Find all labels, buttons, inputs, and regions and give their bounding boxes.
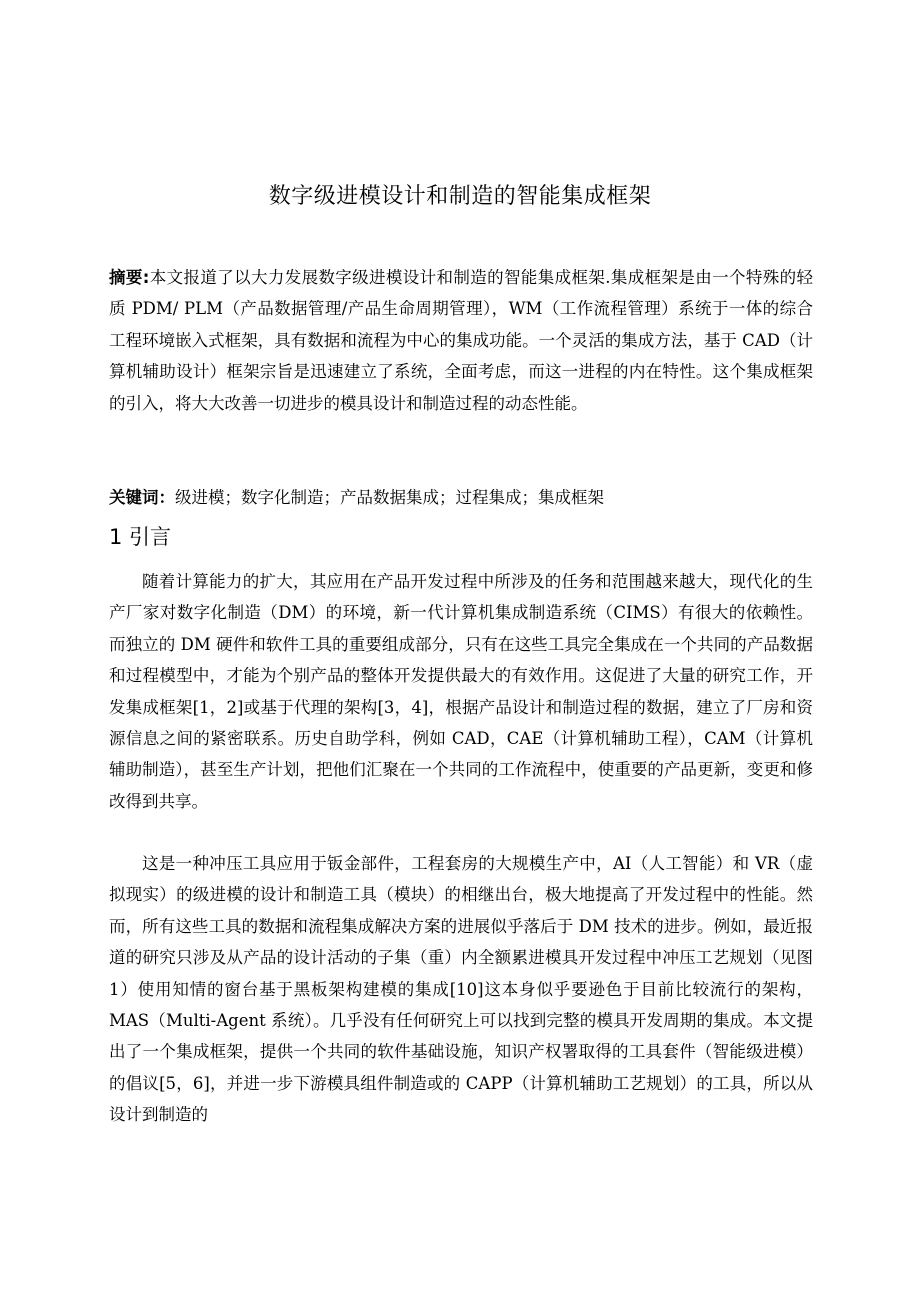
keywords-label: 关键词：: [109, 488, 175, 507]
body-paragraph-2: 这是一种冲压工具应用于钣金部件，工程套房的大规模生产中，AI（人工智能）和 VR（虚拟现实）的级进模的设计和制造工具（模块）的相继出台，极大地提高了开发过程中的性能。然而，所有这些工具的数据和流程集成解决方案的进展似乎落后于 DM 技术的进步。例如，最近报道的研究只涉及从产品的设计活动的子集（重）内全额累进模具开发过程中冲压工艺规划（见图 1）使用知情的窗台基于黑板架构建模的集成[10]这本身似乎要逊色于目前比较流行的架构，MAS（Multi-Agent 系统）。几乎没有任何研究上可以找到完整的模具开发周期的集成。本文提出了一个集成框架，提供一个共同的软件基础设施，知识产权署取得的工具套件（智能级进模）的倡议[5，6]，并进一步下游模具组件制造或的 CAPP（计算机辅助工艺规划）的工具，所以从设计到制造的: [109, 854, 813, 1125]
abstract-label: 摘要:: [109, 268, 150, 287]
abstract-text: 本文报道了以大力发展数字级进模设计和制造的智能集成框架.集成框架是由一个特殊的轻质 PDM/ PLM（产品数据管理/产品生命周期管理），WM（工作流程管理）系统于一体的综合工程环境嵌入式框架，具有数据和流程为中心的集成功能。一个灵活的集成方法，基于 CAD（计算机辅助设计）框架宗旨是迅速建立了系统，全面考虑，而这一进程的内在特性。这个集成框架的引入，将大大改善一切进步的模具设计和制造过程的动态性能。: [109, 268, 813, 413]
section-heading-introduction: 1 引言: [109, 525, 172, 549]
keywords-line: [109, 482, 813, 513]
abstract-paragraph: [109, 262, 813, 419]
document-title: 数字级进模设计和制造的智能集成框架: [268, 184, 652, 209]
body-paragraph-1: 随着计算能力的扩大，其应用在产品开发过程中所涉及的任务和范围越来越大，现代化的生产厂家对数字化制造（DM）的环境，新一代计算机集成制造系统（CIMS）有很大的依赖性。而独立的 DM 硬件和软件工具的重要组成部分，只有在这些工具完全集成在一个共同的产品数据和过程模型中，才能为个别产品的整体开发提供最大的有效作用。这促进了大量的研究工作，开发集成框架[1，2]或基于代理的架构[3，4]，根据产品设计和制造过程的数据，建立了厂房和资源信息之间的紧密联系。历史自助学科，例如 CAD，CAE（计算机辅助工程），CAM（计算机辅助制造），甚至生产计划，把他们汇聚在一个共同的工作流程中，使重要的产品更新，变更和修改得到共享。: [109, 572, 813, 811]
keywords-text: 级进模；数字化制造；产品数据集成；过程集成；集成框架: [175, 488, 604, 507]
